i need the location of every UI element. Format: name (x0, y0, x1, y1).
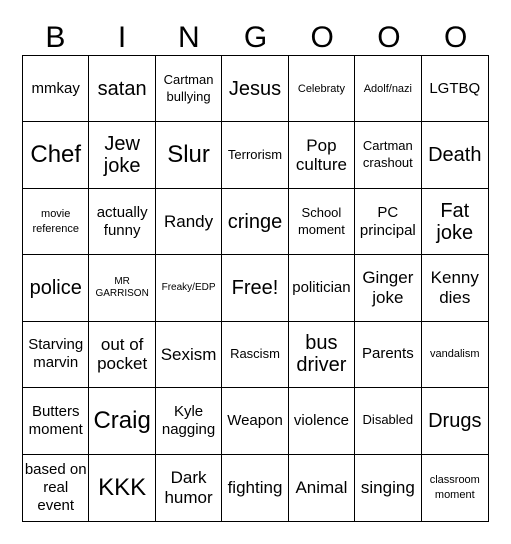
header-letter-n: N (177, 21, 200, 54)
bingo-cell[interactable]: Craig (89, 388, 155, 454)
bingo-cell[interactable]: KKK (89, 455, 155, 521)
header-letter-o-2: O (377, 21, 401, 54)
bingo-cell[interactable]: Rascism (222, 322, 288, 388)
bingo-cell[interactable]: Sexism (156, 322, 222, 388)
bingo-cell[interactable]: satan (89, 56, 155, 122)
bingo-cell[interactable]: mmkay (23, 56, 89, 122)
bingo-cell[interactable]: Chef (23, 122, 89, 188)
bingo-cell[interactable]: Butters moment (23, 388, 89, 454)
bingo-cell[interactable]: Cartman crashout (355, 122, 421, 188)
bingo-cell[interactable]: Jew joke (89, 122, 155, 188)
bingo-cell[interactable]: actually funny (89, 189, 155, 255)
bingo-cell[interactable]: Disabled (355, 388, 421, 454)
bingo-cell[interactable]: Slur (156, 122, 222, 188)
bingo-cell[interactable]: Starving marvin (23, 322, 89, 388)
header-letter-g: G (243, 21, 268, 54)
bingo-cell[interactable]: movie reference (23, 189, 89, 255)
bingo-cell[interactable]: Celebraty (289, 56, 355, 122)
bingo-cell[interactable]: Death (422, 122, 488, 188)
bingo-cell[interactable]: Kenny dies (422, 255, 488, 321)
bingo-cell[interactable]: Drugs (422, 388, 488, 454)
bingo-cell[interactable]: Jesus (222, 56, 288, 122)
bingo-cell[interactable]: MR GARRISON (89, 255, 155, 321)
bingo-cell[interactable]: bus driver (289, 322, 355, 388)
bingo-cell[interactable]: Randy (156, 189, 222, 255)
free-space[interactable]: Free! (222, 255, 288, 321)
bingo-cell[interactable]: LGTBQ (422, 56, 488, 122)
bingo-cell[interactable]: police (23, 255, 89, 321)
bingo-cell[interactable]: cringe (222, 189, 288, 255)
bingo-cell[interactable]: Freaky/EDP (156, 255, 222, 321)
bingo-cell[interactable]: Fat joke (422, 189, 488, 255)
bingo-cell[interactable]: Adolf/nazi (355, 56, 421, 122)
bingo-board (22, 55, 489, 522)
header-letter-i: I (117, 21, 127, 54)
bingo-cell[interactable]: classroom moment (429, 474, 480, 501)
bingo-cell[interactable]: Kyle nagging (156, 388, 222, 454)
bingo-cell[interactable]: Weapon (222, 388, 288, 454)
bingo-cell[interactable]: School moment (289, 189, 355, 255)
header-letter-o-3: O (443, 21, 468, 54)
bingo-cell[interactable]: Animal (289, 455, 355, 521)
header-letter-b: B (45, 21, 66, 54)
header-letter-o-1: O (310, 21, 334, 54)
bingo-cell[interactable]: Dark humor (156, 455, 222, 521)
bingo-cell[interactable]: vandalism (422, 322, 488, 388)
bingo-cell[interactable]: PC principal (355, 189, 421, 255)
bingo-cell[interactable]: Pop culture (289, 122, 355, 188)
bingo-cell[interactable]: Ginger joke (355, 255, 421, 321)
bingo-cell[interactable]: Cartman bullying (156, 56, 222, 122)
bingo-cell[interactable]: violence (289, 388, 355, 454)
bingo-cell[interactable]: Parents (355, 322, 421, 388)
bingo-cell[interactable]: Terrorism (222, 122, 288, 188)
bingo-cell[interactable]: out of pocket (89, 322, 155, 388)
bingo-header (22, 18, 489, 58)
bingo-cell[interactable]: politician (289, 255, 355, 321)
bingo-cell[interactable]: singing (355, 455, 421, 521)
bingo-cell[interactable]: fighting (222, 455, 288, 521)
bingo-cell[interactable]: based on real event (23, 455, 89, 521)
